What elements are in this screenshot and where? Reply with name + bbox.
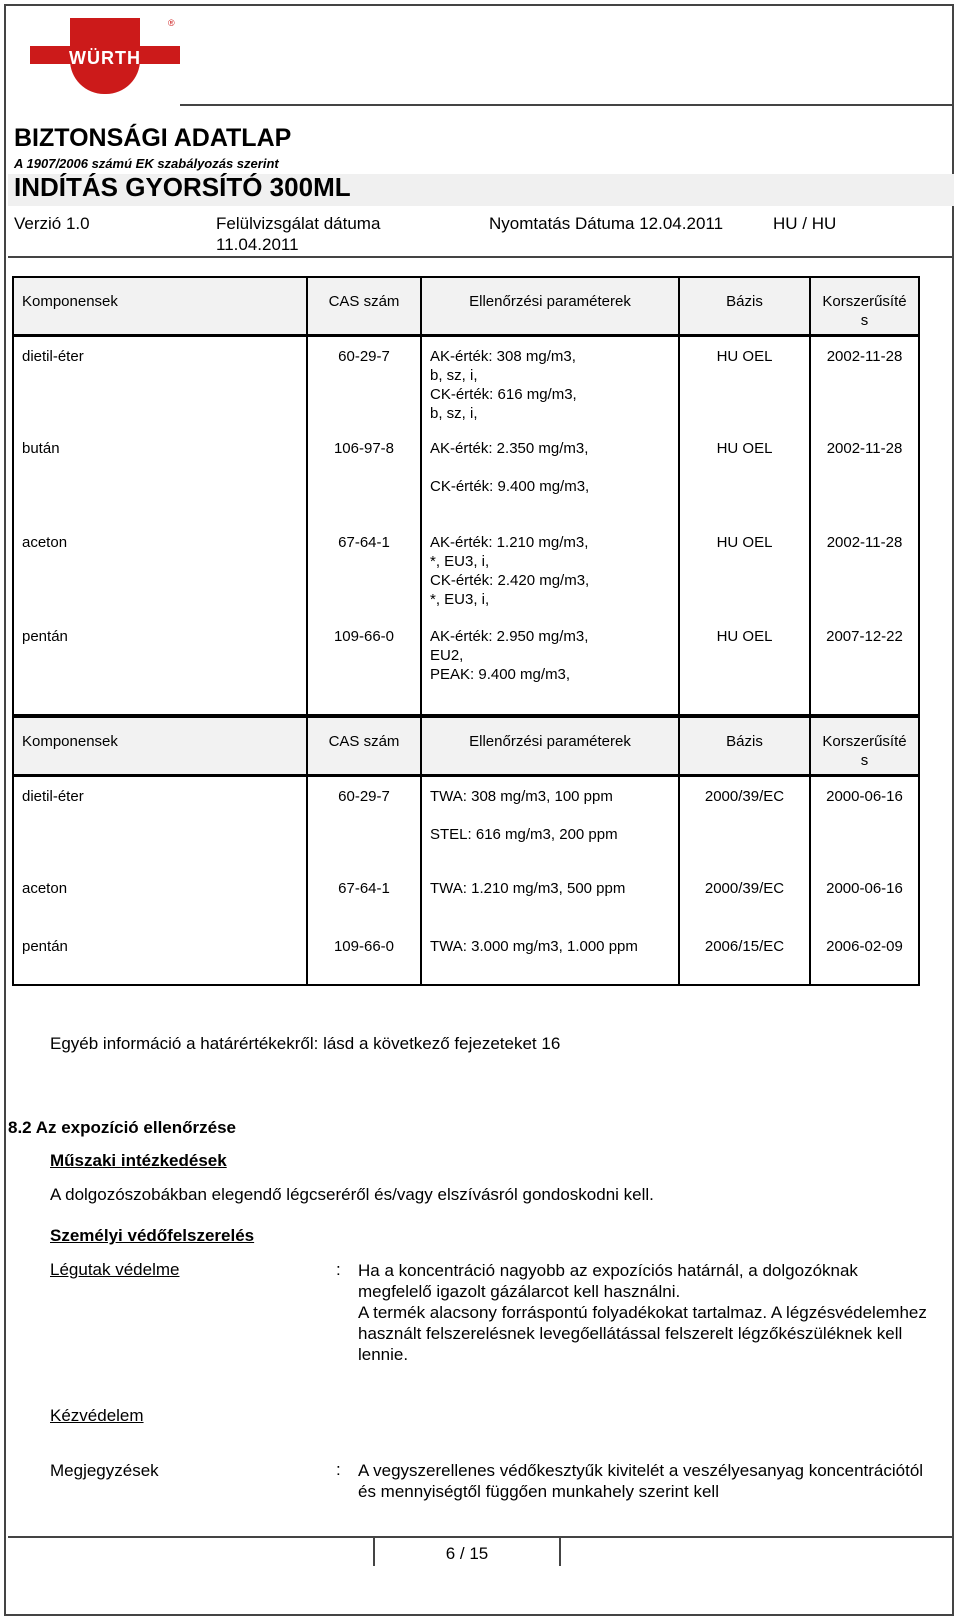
colon: : bbox=[336, 1460, 341, 1479]
component-name: pentán bbox=[13, 927, 307, 985]
col-header-basis: Bázis bbox=[679, 277, 810, 335]
table-header-row bbox=[13, 277, 919, 335]
control-parameters: AK-érték: 2.950 mg/m3, EU2, PEAK: 9.400 mg/m3, bbox=[421, 617, 679, 715]
col-header-parameters: Ellenőrzési paraméterek bbox=[421, 717, 679, 775]
basis: HU OEL bbox=[679, 617, 810, 715]
update-date: 2006-02-09 bbox=[810, 927, 919, 985]
wurth-logo bbox=[30, 18, 180, 96]
technical-measures-heading: Műszaki intézkedések bbox=[50, 1151, 227, 1170]
document-title: BIZTONSÁGI ADATLAP bbox=[14, 124, 292, 152]
control-parameters: AK-érték: 308 mg/m3, b, sz, i, CK-érték: 616 mg/m3, b, sz, i, bbox=[421, 335, 679, 429]
technical-measures-text: A dolgozószobákban elegendő légcseréről és/vagy elszívásról gondoskodni kell. bbox=[50, 1185, 654, 1204]
component-name: pentán bbox=[13, 617, 307, 715]
cas-number: 67-64-1 bbox=[307, 523, 421, 617]
col-header-updated: Korszerűsíté s bbox=[810, 717, 919, 775]
print-date: Nyomtatás Dátuma 12.04.2011 bbox=[489, 214, 724, 233]
update-date: 2000-06-16 bbox=[810, 869, 919, 927]
component-name: dietil-éter bbox=[13, 335, 307, 429]
basis: HU OEL bbox=[679, 335, 810, 429]
cas-number: 109-66-0 bbox=[307, 617, 421, 715]
hand-protection-heading: Kézvédelem bbox=[50, 1406, 144, 1425]
basis: 2006/15/EC bbox=[679, 927, 810, 985]
control-parameters: AK-érték: 1.210 mg/m3, *, EU3, i, CK-érték: 2.420 mg/m3, *, EU3, i, bbox=[421, 523, 679, 617]
personal-protection-heading: Személyi védőfelszerelés bbox=[50, 1226, 255, 1245]
table-row bbox=[13, 927, 919, 985]
col-header-basis: Bázis bbox=[679, 717, 810, 775]
document-subtitle: A 1907/2006 számú EK szabályozás szerint bbox=[14, 156, 279, 171]
table-row bbox=[13, 429, 919, 523]
cas-number: 109-66-0 bbox=[307, 927, 421, 985]
update-date: 2007-12-22 bbox=[810, 617, 919, 715]
col-header-updated: Korszerűsíté s bbox=[810, 277, 919, 335]
product-name: INDÍTÁS GYORSÍTÓ 300ML bbox=[14, 172, 351, 202]
component-name: aceton bbox=[13, 869, 307, 927]
colon: : bbox=[336, 1260, 341, 1279]
col-header-cas: CAS szám bbox=[307, 277, 421, 335]
component-name: aceton bbox=[13, 523, 307, 617]
review-date: 11.04.2011 bbox=[216, 235, 299, 254]
exposure-limits-table-hu bbox=[12, 276, 920, 716]
cas-number: 106-97-8 bbox=[307, 429, 421, 523]
basis: 2000/39/EC bbox=[679, 869, 810, 927]
review-date-label: Felülvizsgálat dátuma bbox=[216, 214, 381, 233]
basis: HU OEL bbox=[679, 523, 810, 617]
exposure-limits-table-eu bbox=[12, 716, 920, 986]
col-header-components: Komponensek bbox=[13, 717, 307, 775]
locale: HU / HU bbox=[773, 214, 837, 233]
control-parameters: TWA: 3.000 mg/m3, 1.000 ppm bbox=[421, 927, 679, 985]
col-header-cas: CAS szám bbox=[307, 717, 421, 775]
cas-number: 60-29-7 bbox=[307, 335, 421, 429]
other-info-text: Egyéb információ a határértékekről: lásd a következő fejezeteket 16 bbox=[50, 1034, 561, 1053]
col-header-components: Komponensek bbox=[13, 277, 307, 335]
update-date: 2002-11-28 bbox=[810, 429, 919, 523]
page-number: 6 / 15 bbox=[445, 1544, 489, 1563]
notes-text: A vegyszerellenes védőkesztyűk kivitelét a veszélyesanyag koncentrációtól és mennyiségtől függően munkahely szerint kell bbox=[358, 1461, 924, 1501]
version-label: Verzió 1.0 bbox=[14, 214, 90, 233]
control-parameters: TWA: 308 mg/m3, 100 ppm STEL: 616 mg/m3, 200 ppm bbox=[421, 775, 679, 869]
header-bottom-rule bbox=[8, 256, 954, 258]
table-row bbox=[13, 775, 919, 869]
notes-label: Megjegyzések bbox=[50, 1461, 159, 1480]
cas-number: 67-64-1 bbox=[307, 869, 421, 927]
basis: HU OEL bbox=[679, 429, 810, 523]
logo-registered-mark: ® bbox=[168, 18, 175, 28]
header-rule bbox=[180, 104, 954, 106]
control-parameters: AK-érték: 2.350 mg/m3, CK-érték: 9.400 mg/m3, bbox=[421, 429, 679, 523]
update-date: 2002-11-28 bbox=[810, 523, 919, 617]
logo-text: WÜRTH bbox=[69, 48, 141, 68]
table-row bbox=[13, 617, 919, 715]
cas-number: 60-29-7 bbox=[307, 775, 421, 869]
section-title: 8.2 Az expozíció ellenőrzése bbox=[8, 1118, 237, 1137]
control-parameters: TWA: 1.210 mg/m3, 500 ppm bbox=[421, 869, 679, 927]
basis: 2000/39/EC bbox=[679, 775, 810, 869]
respiratory-text-2: A termék alacsony forráspontú folyadékokat tartalmaz. A légzésvédelemhez használt felszerelésnek levegőellátással felszerelt légzőkészüléknek kell lennie. bbox=[358, 1303, 927, 1364]
table-header-row bbox=[13, 717, 919, 775]
table-row bbox=[13, 335, 919, 429]
col-header-parameters: Ellenőrzési paraméterek bbox=[421, 277, 679, 335]
update-date: 2002-11-28 bbox=[810, 335, 919, 429]
component-name: bután bbox=[13, 429, 307, 523]
respiratory-text-1: Ha a koncentráció nagyobb az expozíciós határnál, a dolgozóknak megfelelő igazolt gázálarcot kell használni. bbox=[358, 1261, 858, 1301]
table-row bbox=[13, 869, 919, 927]
component-name: dietil-éter bbox=[13, 775, 307, 869]
table-row bbox=[13, 523, 919, 617]
respiratory-protection-label: Légutak védelme bbox=[50, 1260, 180, 1279]
update-date: 2000-06-16 bbox=[810, 775, 919, 869]
